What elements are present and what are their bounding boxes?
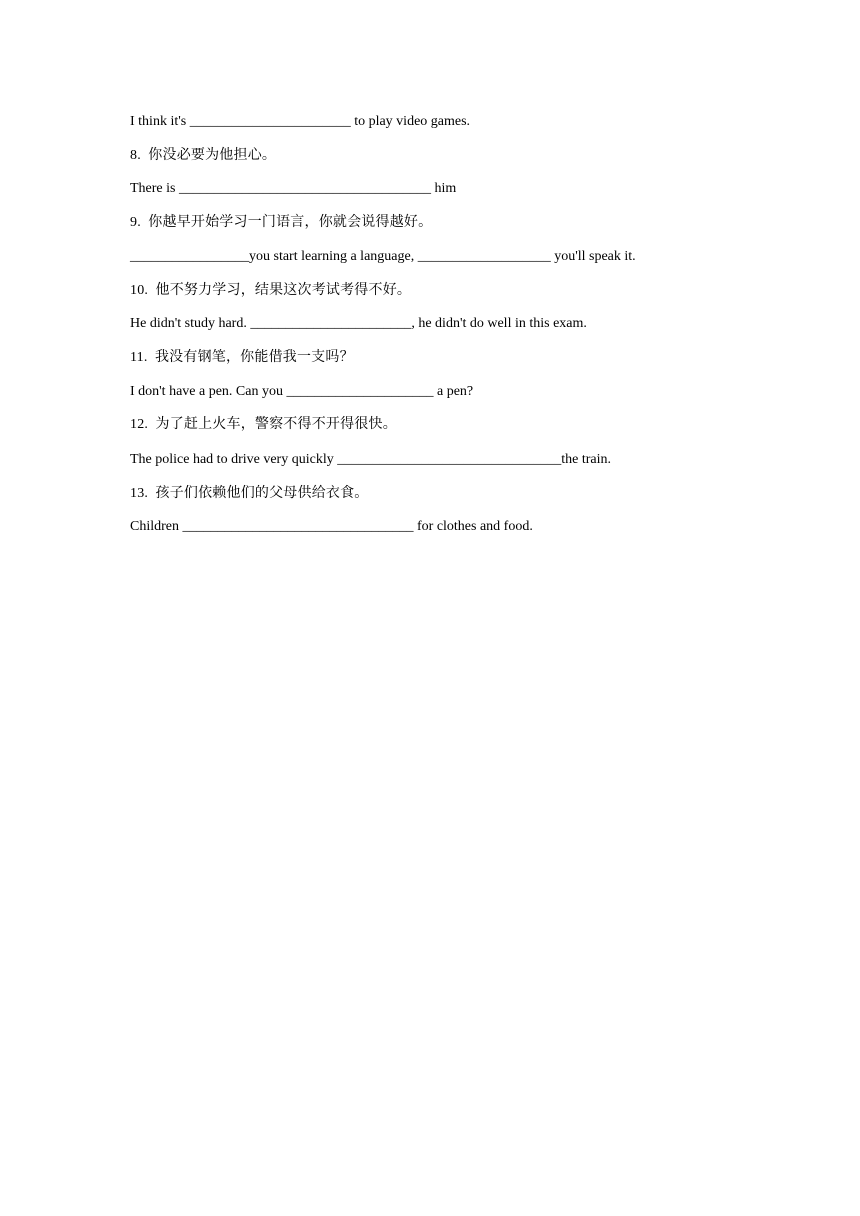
sentence-11-english: I don't have a pen. Can you _____________________ a pen?: [130, 384, 474, 399]
question-10-chinese: 10. 他不努力学习，结果这次考试考得不好。: [130, 283, 412, 298]
sentence-9-english: _________________you start learning a language, ___________________ you'll speak it.: [130, 249, 636, 264]
sentence-8-english: There is ____________________________________ him: [130, 181, 457, 196]
sentence-13-english: Children _________________________________ for clothes and food.: [130, 519, 533, 534]
question-11-chinese: 11. 我没有钢笔，你能借我一支吗？: [130, 350, 354, 365]
question-8-chinese: 8. 你没必要为他担心。: [130, 148, 277, 163]
sentence-7-english: I think it's _______________________ to play video games.: [130, 114, 471, 129]
question-12-chinese: 12. 为了赶上火车，警察不得不开得很快。: [130, 417, 397, 432]
question-9-chinese: 9. 你越早开始学习一门语言，你就会说得越好。: [130, 215, 433, 230]
question-13-chinese: 13. 孩子们依赖他们的父母供给衣食。: [130, 486, 369, 501]
sentence-10-english: He didn't study hard. _______________________, he didn't do well in this exam.: [130, 316, 587, 331]
sentence-12-english: The police had to drive very quickly ________________________________the train.: [130, 452, 611, 467]
